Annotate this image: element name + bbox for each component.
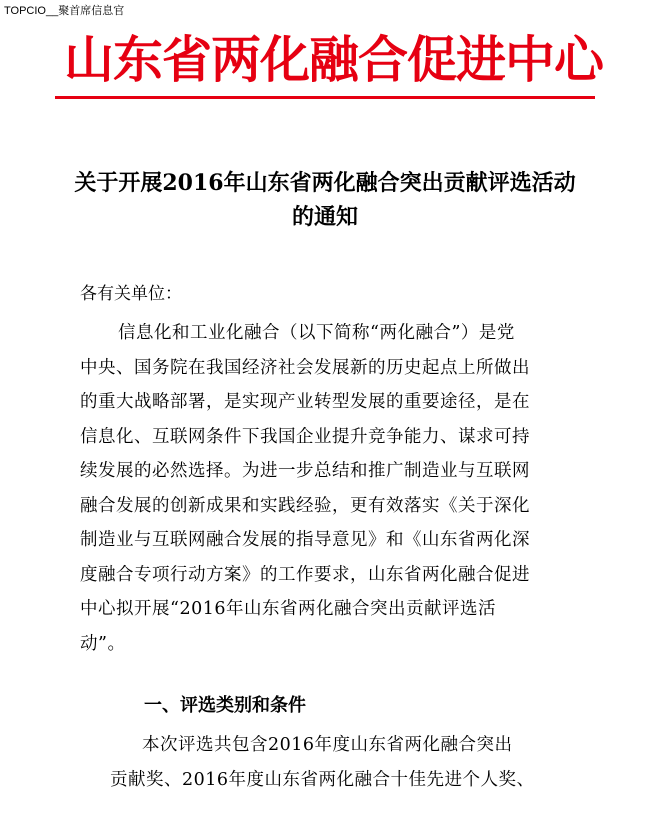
body-paragraph-categories [110, 728, 580, 797]
paragraph-line: 融合发展的创新成果和实践经验，更有效落实《关于深化 [80, 495, 530, 516]
notice-title [40, 166, 610, 234]
paragraph-line: 续发展的必然选择。为进一步总结和推广制造业与互联网 [80, 461, 530, 481]
salutation: 各有关单位： [80, 284, 182, 304]
paragraph-line: 动”。 [80, 633, 126, 654]
section-heading-selection-categories: 一、评选类别和条件 [144, 695, 306, 716]
header-red-rule [55, 96, 595, 99]
body-paragraph-intro [80, 316, 570, 661]
paragraph-line: 中央、国务院在我国经济社会发展新的历史起点上所做出 [80, 357, 530, 378]
paragraph-line: 信息化、互联网条件下我国企业提升竞争能力、谋求可持 [80, 426, 530, 447]
watermark-text: TOPCIO__聚首席信息官 [4, 5, 125, 17]
paragraph-line: 度融合专项行动方案》的工作要求，山东省两化融合促进 [80, 564, 530, 585]
paragraph-line: 制造业与互联网融合发展的指导意见》和《山东省两化深 [80, 530, 530, 550]
paragraph-line: 中心拟开展“2016年山东省两化融合突出贡献评选活 [80, 599, 496, 619]
paragraph-line: 的重大战略部署，是实现产业转型发展的重要途径，是在 [80, 392, 530, 412]
paragraph-line: 贡献奖、2016年度山东省两化融合十佳先进个人奖、 [110, 769, 535, 790]
notice-title-line: 关于开展2016年山东省两化融合突出贡献评选活动 [74, 170, 576, 196]
paragraph-line: 本次评选共包含2016年度山东省两化融合突出 [142, 735, 513, 755]
paragraph-line: 信息化和工业化融合（以下简称“两化融合”）是党 [118, 323, 515, 343]
notice-title-line: 的通知 [291, 204, 358, 230]
organization-header-title: 山东省两化融合促进中心 [64, 30, 603, 89]
